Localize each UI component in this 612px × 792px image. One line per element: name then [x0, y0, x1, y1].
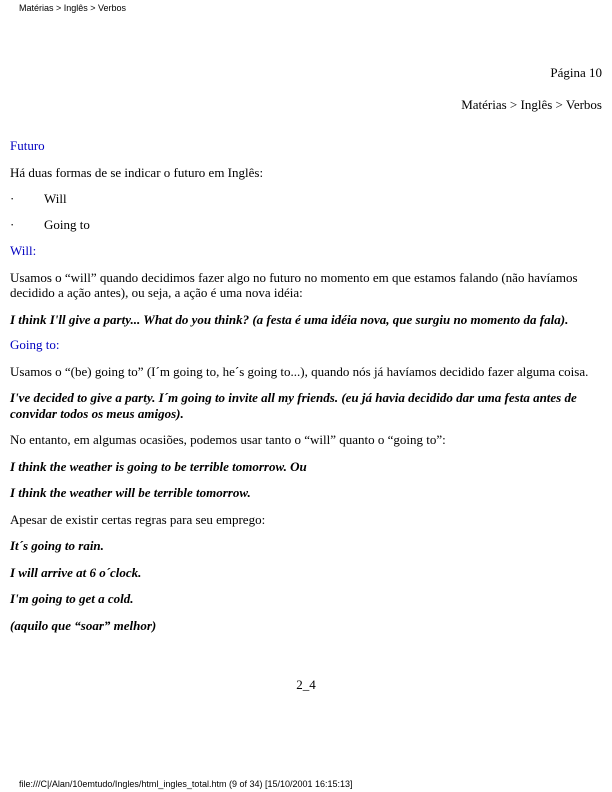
list-item: [10, 217, 602, 233]
will-example: I think I'll give a party... What do you think? (a festa é uma idéia nova, que surgiu no momento da fala).: [10, 311, 569, 327]
rule-example: (aquilo que “soar” melhor): [10, 617, 157, 633]
browser-footer-file-info: file:///C|/Alan/10emtudo/Ingles/html_ingles_total.htm (9 of 34) [15/10/2001 16:15:13]: [19, 779, 353, 789]
list-item: [10, 191, 602, 207]
rule-example: I'm going to get a cold.: [10, 591, 134, 606]
both-example-1: I think the weather is going to be terrible tomorrow. Ou: [10, 458, 307, 474]
rule-example: I will arrive at 6 o´clock.: [10, 564, 142, 580]
article-body: [10, 138, 602, 633]
heading-will: Will:: [10, 243, 37, 258]
bullet-mark: ·: [10, 216, 15, 232]
both-example-2: I think the weather will be terrible tomorrow.: [10, 485, 251, 500]
rule-example: It´s going to rain.: [10, 538, 104, 553]
heading-futuro: Futuro: [10, 138, 45, 153]
bullet-text: Will: [44, 191, 67, 206]
going-to-example: I've decided to give a party. I´m going to invite all my friends. (eu já havia decidido dar uma festa antes de convidar todos os meus amigos).: [10, 390, 577, 421]
bullet-mark: ·: [10, 191, 15, 206]
both-intro: No entanto, em algumas ocasiões, podemos usar tanto o “will” quanto o “going to”:: [10, 432, 446, 447]
section-breadcrumb: Matérias > Inglês > Verbos: [461, 97, 602, 112]
heading-going-to: Going to:: [10, 337, 60, 352]
going-to-explanation: Usamos o “(be) going to” (I´m going to, he´s going to...), quando nós já havíamos decidido fazer alguma coisa.: [10, 363, 589, 379]
will-explanation: Usamos o “will” quando decidimos fazer algo no futuro no momento em que estamos falando (não havíamos decidido a ação antes), ou seja, a ação é uma nova idéia:: [10, 269, 578, 300]
browser-header-breadcrumb: Matérias > Inglês > Verbos: [19, 3, 127, 13]
page-code: 2_4: [296, 677, 316, 692]
intro-text: Há duas formas de se indicar o futuro em Inglês:: [10, 164, 264, 180]
rules-intro: Apesar de existir certas regras para seu emprego:: [10, 511, 266, 527]
bullet-text: Going to: [44, 216, 90, 232]
page-number: Página 10: [550, 65, 602, 80]
